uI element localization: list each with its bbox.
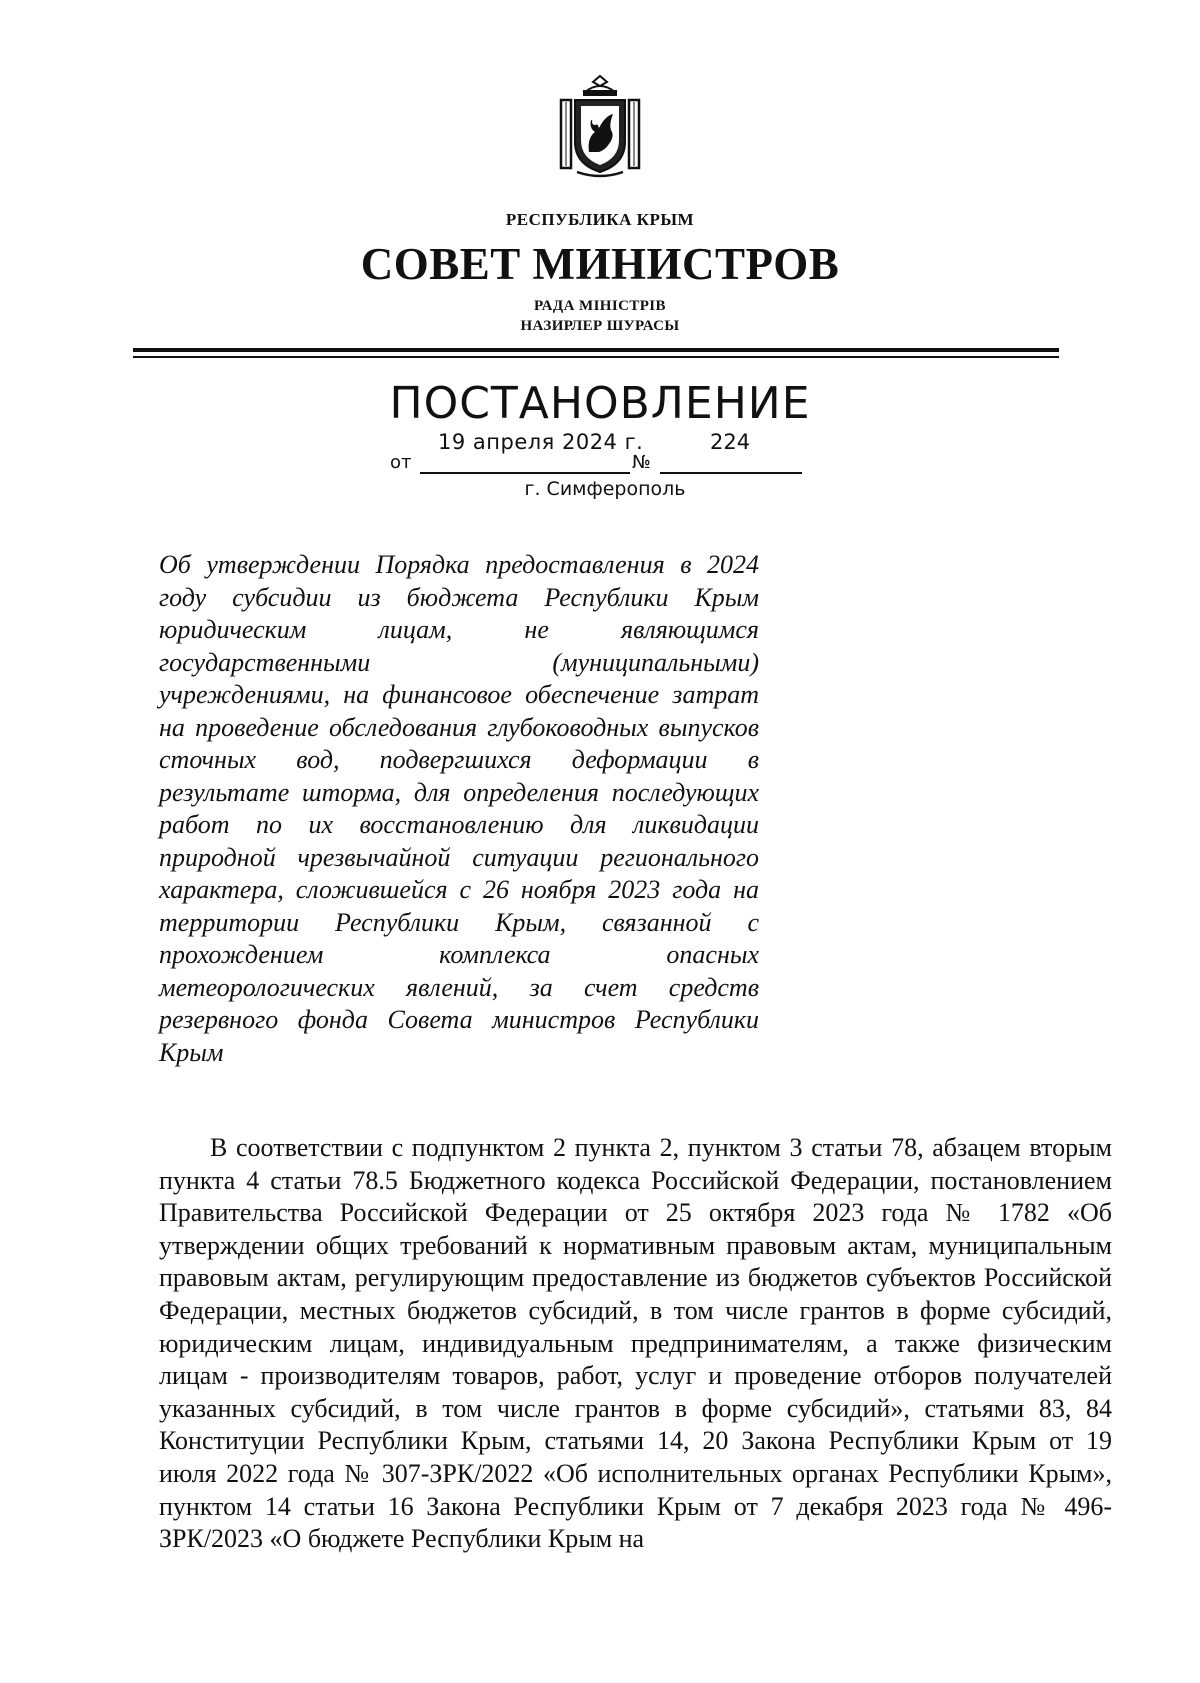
- republic-name: РЕСПУБЛИКА КРЫМ: [505, 210, 695, 229]
- date-underline: [420, 472, 630, 474]
- council-name-ukrainian: РАДА МІНІСТРІВ: [534, 298, 666, 314]
- decree-subject: Об утверждении Порядка предоставления в 2024 году субсидии из бюджета Республики Крым юридическим лицам, не являющимся государственными (муниципальными) учреждениями, на финансовое обеспечение затрат на проведение обследования глубоководных выпусков сточных вод, подвергшихся деформации в результате шторма, для определения последующих работ по их восстановлению для ликвидации природной чрезвычайной ситуации регионального характера, сложившейся с 26 ноября 2023 года на территории Республики Крым, связанной с прохождением комплекса опасных метеорологических явлений, за счет средств резервного фонда Совета министров Республики Крым: [159, 550, 759, 1067]
- number-prefix-label: №: [632, 452, 651, 473]
- city-name: г. Симферополь: [524, 478, 686, 500]
- date-prefix-label: от: [390, 452, 412, 473]
- decree-body-paragraph: В соответствии с подпунктом 2 пункта 2, пунктом 3 статьи 78, абзацем вторым пункта 4 статьи 78.5 Бюджетного кодекса Российской Федерации, постановлением Правительства Российской Федерации от 25 октября 2023 года № 1782 «Об утверждении общих требований к нормативным правовым актам, муниципальным правовым актам, регулирующим предоставление из бюджетов субъектов Российской Федерации, местных бюджетов субсидий, в том числе грантов в форме субсидий, юридическим лицам, индивидуальным предпринимателям, а также физическим лицам - производителям товаров, работ, услуг и проведение отборов получателей указанных субсидий, в том числе грантов в форме субсидий», статьями 83, 84 Конституции Республики Крым, статьями 14, 20 Закона Республики Крым от 19 июля 2022 года № 307-ЗРК/2022 «Об исполнительных органах Республики Крым», пунктом 14 статьи 16 Закона Республики Крым от 7 декабря 2023 года № 496-ЗРК/2023 «О бюджете Республики Крым на: [159, 1133, 1112, 1554]
- council-name-crimean-tatar: НАЗИРЛЕР ШУРАСЫ: [520, 318, 680, 334]
- decree-date: 19 апреля 2024 г.: [438, 430, 644, 454]
- header-divider-thick: [133, 348, 1059, 352]
- document-type-title: ПОСТАНОВЛЕНИЕ: [389, 378, 811, 429]
- header-divider-thin: [133, 356, 1059, 358]
- council-name: СОВЕТ МИНИСТРОВ: [360, 239, 840, 289]
- number-underline: [660, 472, 802, 474]
- decree-number: 224: [710, 430, 751, 454]
- crimea-coat-of-arms-icon: [555, 72, 645, 182]
